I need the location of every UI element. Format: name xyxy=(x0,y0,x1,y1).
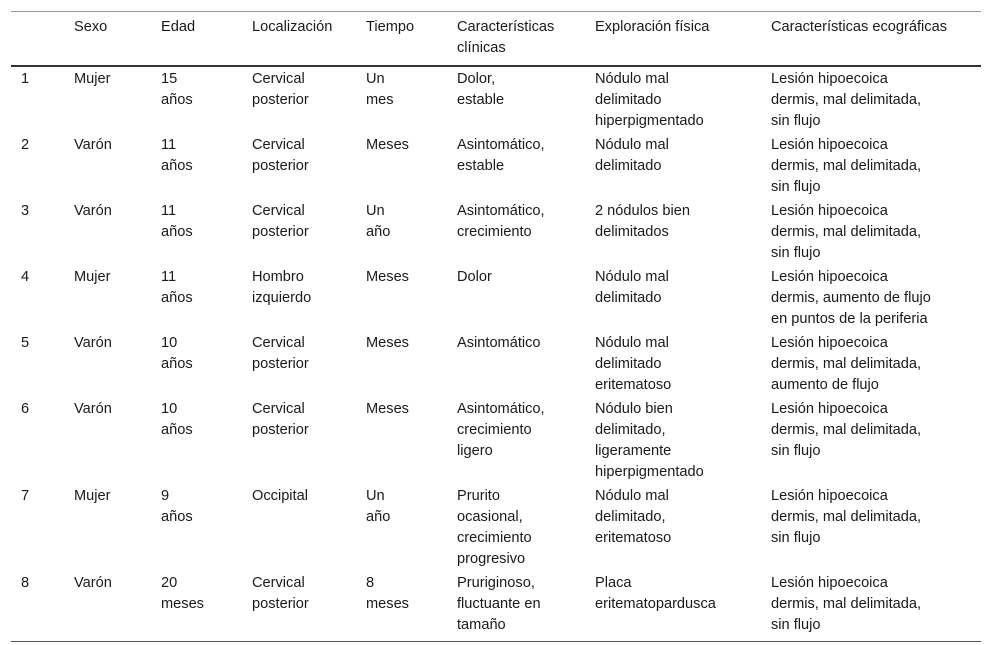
cell-tiempo: Un mes xyxy=(366,71,394,108)
cell-sexo: Varón xyxy=(74,335,112,351)
table-body xyxy=(11,66,981,642)
cell-index: 8 xyxy=(21,575,30,591)
cell-exploracion-fisica: Placa eritematopardusca xyxy=(595,575,716,612)
cell-caracteristicas-ecograficas: Lesión hipoecoica dermis, aumento de flujo en puntos de la periferia xyxy=(771,269,931,327)
cell-edad: 11 años xyxy=(161,137,193,174)
cell-caracteristicas-ecograficas: Lesión hipoecoica dermis, mal delimitada, sin flujo xyxy=(771,137,922,195)
cell-sexo: Varón xyxy=(74,203,112,219)
cell-tiempo: Un año xyxy=(366,488,391,525)
cell-localizacion: Cervical posterior xyxy=(252,203,309,240)
table-container xyxy=(11,11,981,642)
cell-caracteristicas-clinicas: Pruriginoso, fluctuante en tamaño xyxy=(457,575,541,633)
cell-index: 3 xyxy=(21,203,30,219)
cell-index: 5 xyxy=(21,335,30,351)
cell-tiempo: Un año xyxy=(366,203,391,240)
cell-exploracion-fisica: Nódulo mal delimitado xyxy=(595,269,669,306)
table-row xyxy=(11,397,981,484)
cell-sexo: Varón xyxy=(74,401,112,417)
clinical-cases-table xyxy=(11,11,981,642)
cell-caracteristicas-clinicas: Dolor xyxy=(457,269,492,285)
cell-index: 4 xyxy=(21,269,30,285)
cell-edad: 10 años xyxy=(161,335,193,372)
cell-tiempo: Meses xyxy=(366,401,409,417)
cell-edad: 20 meses xyxy=(161,575,204,612)
cell-tiempo: Meses xyxy=(366,137,409,153)
cell-edad: 11 años xyxy=(161,203,193,240)
cell-exploracion-fisica: Nódulo mal delimitado xyxy=(595,137,669,174)
cell-caracteristicas-ecograficas: Lesión hipoecoica dermis, mal delimitada, sin flujo xyxy=(771,401,922,459)
cell-edad: 9 años xyxy=(161,488,193,525)
cell-caracteristicas-ecograficas: Lesión hipoecoica dermis, mal delimitada, sin flujo xyxy=(771,71,922,129)
cell-sexo: Mujer xyxy=(74,71,111,87)
cell-index: 6 xyxy=(21,401,30,417)
table-row xyxy=(11,331,981,397)
cell-index: 1 xyxy=(21,71,30,87)
table-row xyxy=(11,265,981,331)
header-edad: Edad xyxy=(161,19,196,35)
cell-sexo: Mujer xyxy=(74,269,111,285)
cell-caracteristicas-ecograficas: Lesión hipoecoica dermis, mal delimitada, sin flujo xyxy=(771,575,922,633)
cell-caracteristicas-clinicas: Dolor, estable xyxy=(457,71,505,108)
cell-localizacion: Cervical posterior xyxy=(252,401,309,438)
cell-tiempo: Meses xyxy=(366,269,409,285)
cell-exploracion-fisica: Nódulo mal delimitado eritematoso xyxy=(595,335,672,393)
cell-localizacion: Occipital xyxy=(252,488,308,504)
cell-caracteristicas-clinicas: Asintomático, crecimiento ligero xyxy=(457,401,545,459)
cell-edad: 11 años xyxy=(161,269,193,306)
table-row xyxy=(11,133,981,199)
table-row xyxy=(11,571,981,642)
header-sexo: Sexo xyxy=(74,19,108,35)
table-header xyxy=(11,12,981,67)
header-exploracion-fisica: Exploración física xyxy=(595,19,710,35)
cell-index: 7 xyxy=(21,488,30,504)
cell-exploracion-fisica: Nódulo bien delimitado, ligeramente hiperpigmentado xyxy=(595,401,704,480)
table-row xyxy=(11,484,981,571)
header-localizacion: Localización xyxy=(252,19,333,35)
table-row xyxy=(11,66,981,133)
cell-caracteristicas-ecograficas: Lesión hipoecoica dermis, mal delimitada, aumento de flujo xyxy=(771,335,922,393)
cell-exploracion-fisica: Nódulo mal delimitado, eritematoso xyxy=(595,488,672,546)
cell-caracteristicas-clinicas: Prurito ocasional, crecimiento progresivo xyxy=(457,488,532,567)
cell-caracteristicas-ecograficas: Lesión hipoecoica dermis, mal delimitada, sin flujo xyxy=(771,203,922,261)
table-row xyxy=(11,199,981,265)
cell-localizacion: Cervical posterior xyxy=(252,575,309,612)
cell-tiempo: 8 meses xyxy=(366,575,409,612)
header-index xyxy=(11,12,64,67)
cell-localizacion: Hombro izquierdo xyxy=(252,269,312,306)
cell-sexo: Varón xyxy=(74,137,112,153)
cell-exploracion-fisica: Nódulo mal delimitado hiperpigmentado xyxy=(595,71,704,129)
cell-localizacion: Cervical posterior xyxy=(252,137,309,174)
header-tiempo: Tiempo xyxy=(366,19,415,35)
header-caracteristicas-clinicas: Características clínicas xyxy=(457,19,555,56)
cell-sexo: Varón xyxy=(74,575,112,591)
cell-caracteristicas-clinicas: Asintomático, crecimiento xyxy=(457,203,545,240)
cell-sexo: Mujer xyxy=(74,488,111,504)
cell-tiempo: Meses xyxy=(366,335,409,351)
cell-caracteristicas-ecograficas: Lesión hipoecoica dermis, mal delimitada, sin flujo xyxy=(771,488,922,546)
cell-caracteristicas-clinicas: Asintomático, estable xyxy=(457,137,545,174)
cell-caracteristicas-clinicas: Asintomático xyxy=(457,335,541,351)
cell-exploracion-fisica: 2 nódulos bien delimitados xyxy=(595,203,690,240)
cell-edad: 15 años xyxy=(161,71,193,108)
cell-localizacion: Cervical posterior xyxy=(252,71,309,108)
header-row xyxy=(11,12,981,67)
cell-index: 2 xyxy=(21,137,30,153)
header-caracteristicas-ecograficas: Características ecográficas xyxy=(771,19,948,35)
cell-edad: 10 años xyxy=(161,401,193,438)
cell-localizacion: Cervical posterior xyxy=(252,335,309,372)
